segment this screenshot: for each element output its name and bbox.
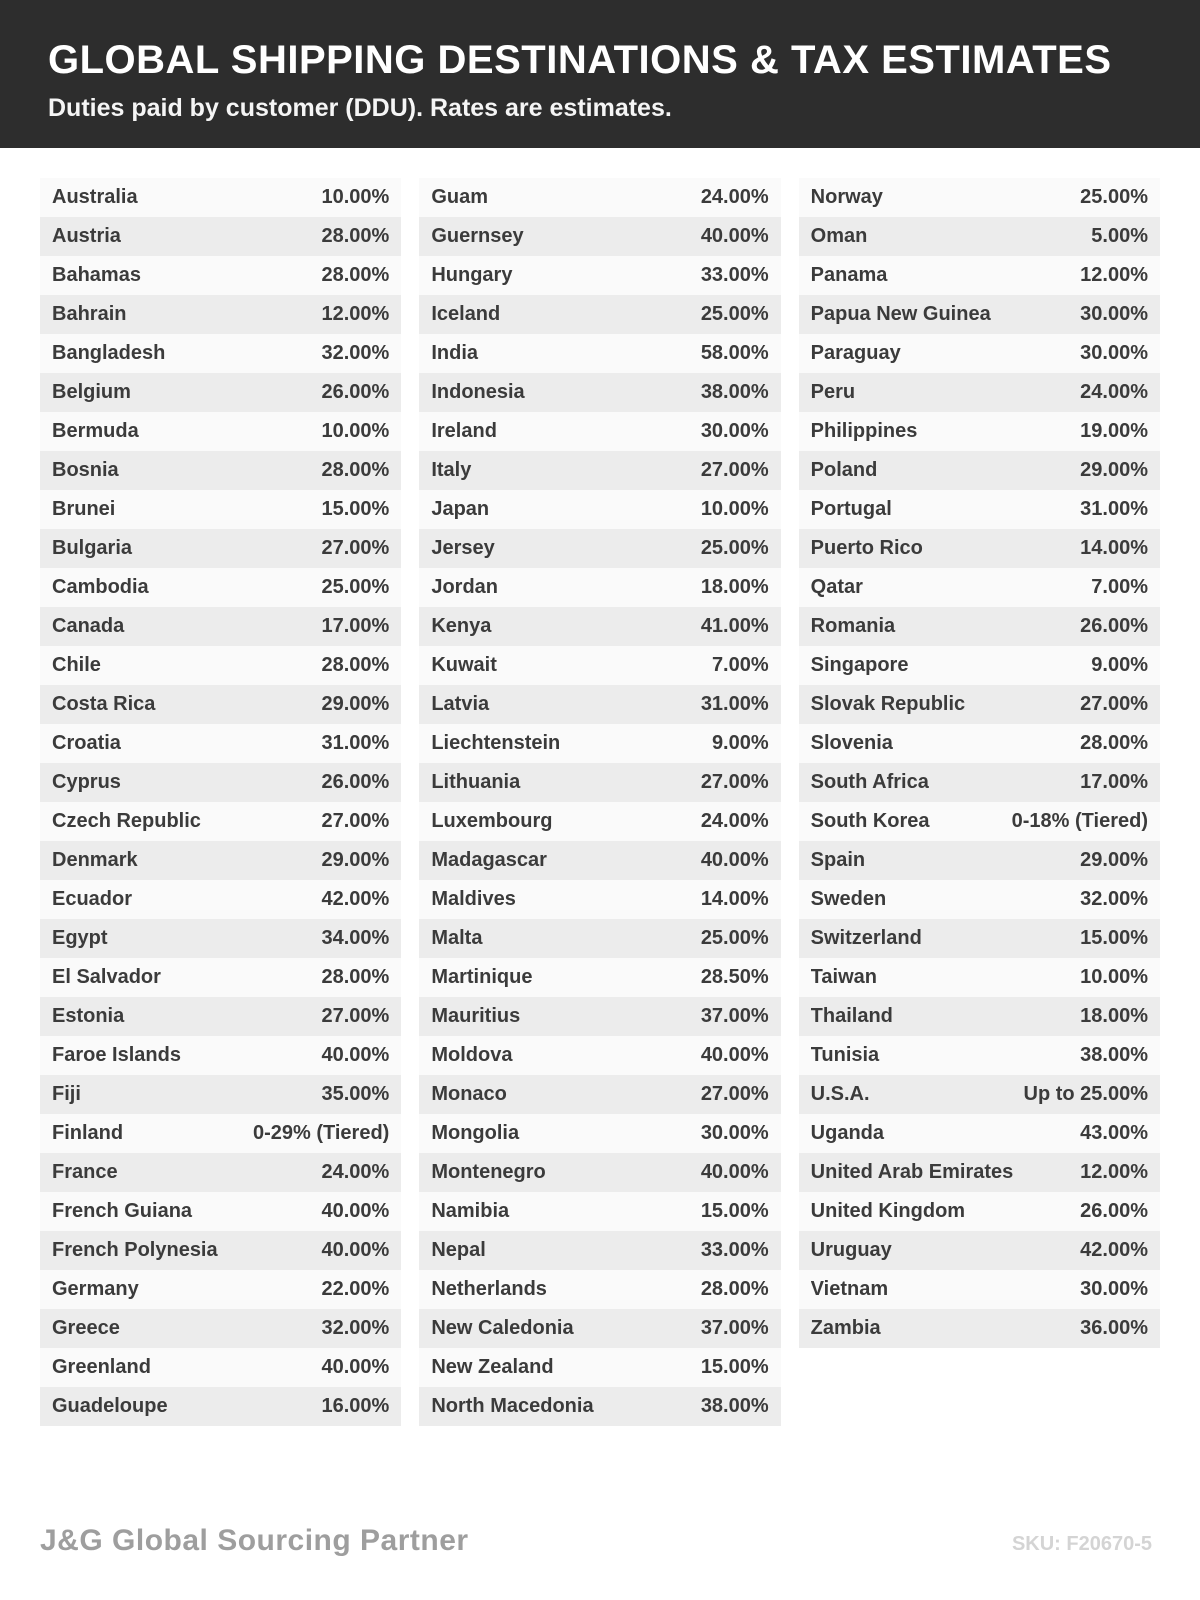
tax-row [799, 1270, 1160, 1309]
country-name: Poland [810, 459, 878, 481]
tax-row [799, 607, 1160, 646]
country-name: Paraguay [810, 342, 901, 364]
tax-rate: 37.00% [700, 1005, 769, 1027]
tax-row [799, 1231, 1160, 1270]
tax-row [419, 1153, 780, 1192]
tax-row [419, 568, 780, 607]
tax-rate: 28.00% [700, 1278, 769, 1300]
tax-row [799, 1075, 1160, 1114]
tax-rate: 27.00% [700, 459, 769, 481]
country-name: Oman [810, 225, 868, 247]
tax-rate: 28.00% [321, 654, 390, 676]
country-name: Bangladesh [52, 342, 166, 364]
country-name: Thailand [810, 1005, 893, 1027]
tax-row [40, 295, 401, 334]
country-name: Maldives [431, 888, 516, 910]
country-name: Greece [52, 1317, 120, 1339]
tax-rate: 17.00% [321, 615, 390, 637]
tax-rate: 12.00% [1080, 1161, 1148, 1183]
tax-row [40, 1192, 401, 1231]
tax-rate: 40.00% [700, 1044, 769, 1066]
country-name: Egypt [52, 927, 108, 949]
country-name: Puerto Rico [810, 537, 923, 559]
header [0, 0, 1200, 148]
tax-row [799, 451, 1160, 490]
country-name: Ecuador [52, 888, 133, 910]
tax-row [40, 997, 401, 1036]
tax-rate: 24.00% [321, 1161, 390, 1183]
tax-row [799, 646, 1160, 685]
country-name: U.S.A. [810, 1083, 870, 1105]
tax-row [40, 646, 401, 685]
tax-rate: 32.00% [321, 1317, 390, 1339]
tax-rate: 38.00% [1080, 1044, 1148, 1066]
tax-row [419, 880, 780, 919]
tax-rate: 25.00% [1080, 186, 1148, 208]
tax-row [419, 1192, 780, 1231]
tax-row [799, 295, 1160, 334]
sku-label: SKU: F20670-5 [1011, 1533, 1152, 1555]
tax-rate: 29.00% [321, 849, 390, 871]
tax-row [419, 802, 780, 841]
tax-rate: 10.00% [1080, 966, 1148, 988]
tax-rate: 38.00% [700, 381, 769, 403]
country-name: Vietnam [810, 1278, 889, 1300]
tax-rate: 7.00% [711, 654, 769, 676]
tax-row [799, 685, 1160, 724]
tax-row [799, 958, 1160, 997]
country-name: Chile [52, 654, 101, 676]
country-name: South Korea [810, 810, 930, 832]
tax-rate: 14.00% [1080, 537, 1148, 559]
tax-rate: 40.00% [321, 1239, 390, 1261]
country-name: United Kingdom [810, 1200, 966, 1222]
country-name: Philippines [810, 420, 918, 442]
tax-row [40, 1036, 401, 1075]
tax-row [40, 1075, 401, 1114]
tax-row [799, 724, 1160, 763]
tax-rate: 40.00% [700, 225, 769, 247]
tax-rate: 15.00% [700, 1356, 769, 1378]
tax-rate: 30.00% [700, 420, 769, 442]
tax-row [419, 607, 780, 646]
tax-rate: 32.00% [1080, 888, 1148, 910]
tax-rate: 27.00% [700, 1083, 769, 1105]
tax-row [40, 373, 401, 412]
tax-rate: 9.00% [1091, 654, 1148, 676]
country-name: Singapore [810, 654, 909, 676]
country-name: Panama [810, 264, 888, 286]
tax-rate: 40.00% [321, 1200, 390, 1222]
tax-rate: Up to 25.00% [1023, 1083, 1148, 1105]
tax-row [40, 880, 401, 919]
country-name: Madagascar [431, 849, 547, 871]
brand-name: J&G Global Sourcing Partner [40, 1524, 469, 1557]
tax-row [40, 490, 401, 529]
tax-row [419, 451, 780, 490]
tax-rate: 19.00% [1080, 420, 1148, 442]
tax-rate: 17.00% [1080, 771, 1148, 793]
tax-rate: 28.00% [321, 459, 390, 481]
country-name: United Arab Emirates [810, 1161, 1014, 1183]
tax-row [419, 724, 780, 763]
country-name: Qatar [810, 576, 863, 598]
country-name: Montenegro [431, 1161, 546, 1183]
tax-row [40, 1348, 401, 1387]
tax-row [799, 841, 1160, 880]
tax-row [40, 412, 401, 451]
tax-rate: 10.00% [321, 420, 390, 442]
tax-row [799, 334, 1160, 373]
country-name: Tunisia [810, 1044, 880, 1066]
tax-row [799, 1192, 1160, 1231]
tax-rate: 29.00% [1080, 849, 1148, 871]
tax-rate: 37.00% [700, 1317, 769, 1339]
tax-rate: 15.00% [321, 498, 390, 520]
tax-rate: 7.00% [1091, 576, 1148, 598]
country-name: Ireland [431, 420, 497, 442]
tax-row [419, 1114, 780, 1153]
country-name: France [52, 1161, 118, 1183]
tax-rate: 41.00% [700, 615, 769, 637]
tax-rate: 27.00% [1080, 693, 1148, 715]
country-name: Bulgaria [52, 537, 133, 559]
country-name: Romania [810, 615, 896, 637]
tax-row [40, 217, 401, 256]
tax-row [40, 1231, 401, 1270]
country-name: Guam [431, 186, 489, 208]
country-name: Norway [810, 186, 883, 208]
country-name: Monaco [431, 1083, 507, 1105]
tax-rate: 14.00% [700, 888, 769, 910]
country-name: Switzerland [810, 927, 922, 949]
tax-row [419, 334, 780, 373]
tax-rate: 40.00% [321, 1044, 390, 1066]
country-name: Slovenia [810, 732, 893, 754]
tax-rate: 24.00% [1080, 381, 1148, 403]
tax-rate: 40.00% [700, 849, 769, 871]
tax-rate: 27.00% [700, 771, 769, 793]
tax-row [799, 763, 1160, 802]
country-name: Brunei [52, 498, 116, 520]
tax-rate: 36.00% [1080, 1317, 1148, 1339]
tax-row [799, 256, 1160, 295]
tax-row [419, 763, 780, 802]
tax-row [799, 1309, 1160, 1348]
tax-row [419, 1036, 780, 1075]
country-name: French Polynesia [52, 1239, 218, 1261]
tax-row [419, 490, 780, 529]
tax-rate: 58.00% [700, 342, 769, 364]
tax-rate: 27.00% [321, 537, 390, 559]
tax-row [40, 1153, 401, 1192]
tax-row [799, 919, 1160, 958]
tax-row [799, 412, 1160, 451]
tax-row [419, 1348, 780, 1387]
tax-rate: 42.00% [1080, 1239, 1148, 1261]
tax-rate: 26.00% [321, 771, 390, 793]
country-name: Croatia [52, 732, 121, 754]
tax-rate: 10.00% [321, 186, 390, 208]
country-name: Guadeloupe [52, 1395, 168, 1417]
country-name: Sweden [810, 888, 887, 910]
tax-rate: 30.00% [1080, 1278, 1148, 1300]
tax-rate: 15.00% [700, 1200, 769, 1222]
tax-row [419, 529, 780, 568]
tax-rate: 0-29% (Tiered) [252, 1122, 390, 1144]
tax-row [419, 178, 780, 217]
country-name: North Macedonia [431, 1395, 594, 1417]
tax-rate: 22.00% [321, 1278, 390, 1300]
country-name: Denmark [52, 849, 138, 871]
tax-row [799, 1114, 1160, 1153]
tax-row [40, 529, 401, 568]
country-name: Canada [52, 615, 125, 637]
country-name: Guernsey [431, 225, 524, 247]
tax-row [40, 1387, 401, 1426]
country-name: Papua New Guinea [810, 303, 991, 325]
country-name: Spain [810, 849, 866, 871]
country-name: Peru [810, 381, 856, 403]
country-name: Liechtenstein [431, 732, 561, 754]
tax-row [419, 1075, 780, 1114]
country-name: Austria [52, 225, 121, 247]
tax-row [419, 841, 780, 880]
tax-row [40, 607, 401, 646]
tax-rate: 16.00% [321, 1395, 390, 1417]
country-name: Italy [431, 459, 472, 481]
country-name: Slovak Republic [810, 693, 966, 715]
country-name: Bahamas [52, 264, 141, 286]
tax-row [799, 1036, 1160, 1075]
tax-row [40, 724, 401, 763]
footer [40, 1524, 1152, 1558]
tax-row [799, 178, 1160, 217]
tax-row [40, 451, 401, 490]
tax-rate: 32.00% [321, 342, 390, 364]
page-subtitle: Duties paid by customer (DDU). Rates are estimates. [48, 94, 672, 122]
country-name: French Guiana [52, 1200, 193, 1222]
tax-rate: 29.00% [321, 693, 390, 715]
tax-row [40, 685, 401, 724]
country-name: Iceland [431, 303, 501, 325]
country-name: South Africa [810, 771, 929, 793]
country-name: Uruguay [810, 1239, 892, 1261]
tax-row [799, 373, 1160, 412]
tax-rate: 30.00% [1080, 342, 1148, 364]
country-name: Costa Rica [52, 693, 156, 715]
country-name: Bermuda [52, 420, 139, 442]
tax-rate: 12.00% [1080, 264, 1148, 286]
country-name: Luxembourg [431, 810, 553, 832]
tax-rate: 25.00% [700, 303, 769, 325]
rate-column-1 [40, 178, 401, 1426]
country-name: Taiwan [810, 966, 877, 988]
tax-rate: 28.00% [1080, 732, 1148, 754]
tax-row [40, 802, 401, 841]
country-name: Cambodia [52, 576, 149, 598]
country-name: Germany [52, 1278, 139, 1300]
tax-row [419, 412, 780, 451]
country-name: Fiji [52, 1083, 81, 1105]
country-name: Kenya [431, 615, 492, 637]
tax-row [799, 802, 1160, 841]
tax-row [40, 919, 401, 958]
tax-rate: 5.00% [1091, 225, 1148, 247]
country-name: Belgium [52, 381, 131, 403]
tax-rate: 27.00% [321, 810, 390, 832]
country-name: Cyprus [52, 771, 121, 793]
country-name: Faroe Islands [52, 1044, 181, 1066]
rate-column-3 [799, 178, 1160, 1348]
country-name: Latvia [431, 693, 490, 715]
country-name: Mauritius [431, 1005, 521, 1027]
tax-rate: 27.00% [321, 1005, 390, 1027]
tax-rate: 33.00% [700, 264, 769, 286]
tax-rate-table [0, 148, 1200, 1426]
tax-rate: 10.00% [700, 498, 769, 520]
tax-rate: 26.00% [1080, 1200, 1148, 1222]
country-name: Hungary [431, 264, 513, 286]
tax-row [419, 217, 780, 256]
tax-rate: 30.00% [1080, 303, 1148, 325]
tax-rate: 18.00% [1080, 1005, 1148, 1027]
country-name: Indonesia [431, 381, 525, 403]
tax-rate: 18.00% [700, 576, 769, 598]
country-name: Martinique [431, 966, 533, 988]
tax-rate: 15.00% [1080, 927, 1148, 949]
country-name: Lithuania [431, 771, 521, 793]
tax-row [40, 763, 401, 802]
tax-rate: 25.00% [321, 576, 390, 598]
tax-row [419, 295, 780, 334]
country-name: Japan [431, 498, 490, 520]
tax-rate: 28.00% [321, 264, 390, 286]
tax-row [40, 1309, 401, 1348]
tax-rate: 26.00% [1080, 615, 1148, 637]
tax-row [40, 178, 401, 217]
tax-row [419, 1387, 780, 1426]
country-name: El Salvador [52, 966, 161, 988]
tax-rate: 28.50% [700, 966, 769, 988]
tax-rate: 40.00% [321, 1356, 390, 1378]
tax-row [799, 529, 1160, 568]
tax-row [40, 256, 401, 295]
tax-row [419, 1231, 780, 1270]
tax-rate: 9.00% [711, 732, 769, 754]
tax-row [799, 490, 1160, 529]
tax-rate: 38.00% [700, 1395, 769, 1417]
country-name: Zambia [810, 1317, 881, 1339]
tax-rate: 25.00% [700, 927, 769, 949]
country-name: Mongolia [431, 1122, 520, 1144]
tax-rate: 35.00% [321, 1083, 390, 1105]
tax-rate: 31.00% [321, 732, 390, 754]
rate-column-2 [419, 178, 780, 1426]
tax-row [40, 1114, 401, 1153]
tax-row [799, 568, 1160, 607]
tax-row [419, 1270, 780, 1309]
country-name: Estonia [52, 1005, 125, 1027]
country-name: Uganda [810, 1122, 884, 1144]
tax-rate: 28.00% [321, 225, 390, 247]
country-name: Kuwait [431, 654, 497, 676]
country-name: Jordan [431, 576, 499, 598]
country-name: Netherlands [431, 1278, 547, 1300]
country-name: Namibia [431, 1200, 510, 1222]
country-name: Portugal [810, 498, 892, 520]
country-name: Bosnia [52, 459, 119, 481]
tax-row [799, 217, 1160, 256]
country-name: India [431, 342, 478, 364]
country-name: Moldova [431, 1044, 513, 1066]
tax-rate: 25.00% [700, 537, 769, 559]
tax-rate: 43.00% [1080, 1122, 1148, 1144]
page-title: GLOBAL SHIPPING DESTINATIONS & TAX ESTIMATES [48, 38, 1112, 82]
tax-rate: 0-18% (Tiered) [1011, 810, 1148, 832]
tax-rate: 29.00% [1080, 459, 1148, 481]
tax-row [40, 841, 401, 880]
country-name: Nepal [431, 1239, 486, 1261]
tax-rate: 30.00% [700, 1122, 769, 1144]
country-name: Greenland [52, 1356, 151, 1378]
tax-row [419, 646, 780, 685]
country-name: Bahrain [52, 303, 127, 325]
country-name: New Zealand [431, 1356, 554, 1378]
tax-row [419, 373, 780, 412]
tax-row [40, 958, 401, 997]
tax-rate: 12.00% [321, 303, 390, 325]
tax-row [799, 997, 1160, 1036]
tax-rate: 26.00% [321, 381, 390, 403]
tax-row [40, 334, 401, 373]
tax-rate: 33.00% [700, 1239, 769, 1261]
country-name: Malta [431, 927, 483, 949]
tax-row [419, 919, 780, 958]
tax-rate: 31.00% [700, 693, 769, 715]
tax-row [419, 685, 780, 724]
tax-rate: 24.00% [700, 810, 769, 832]
tax-row [419, 958, 780, 997]
tax-rate: 40.00% [700, 1161, 769, 1183]
tax-row [419, 256, 780, 295]
tax-row [799, 1153, 1160, 1192]
country-name: Jersey [431, 537, 495, 559]
tax-row [419, 997, 780, 1036]
tax-rate: 28.00% [321, 966, 390, 988]
country-name: New Caledonia [431, 1317, 574, 1339]
tax-row [40, 568, 401, 607]
tax-row [40, 1270, 401, 1309]
tax-rate: 24.00% [700, 186, 769, 208]
tax-rate: 31.00% [1080, 498, 1148, 520]
tax-rate: 34.00% [321, 927, 390, 949]
country-name: Czech Republic [52, 810, 201, 832]
tax-row [419, 1309, 780, 1348]
country-name: Australia [52, 186, 138, 208]
tax-row [799, 880, 1160, 919]
tax-rate: 42.00% [321, 888, 390, 910]
country-name: Finland [52, 1122, 124, 1144]
